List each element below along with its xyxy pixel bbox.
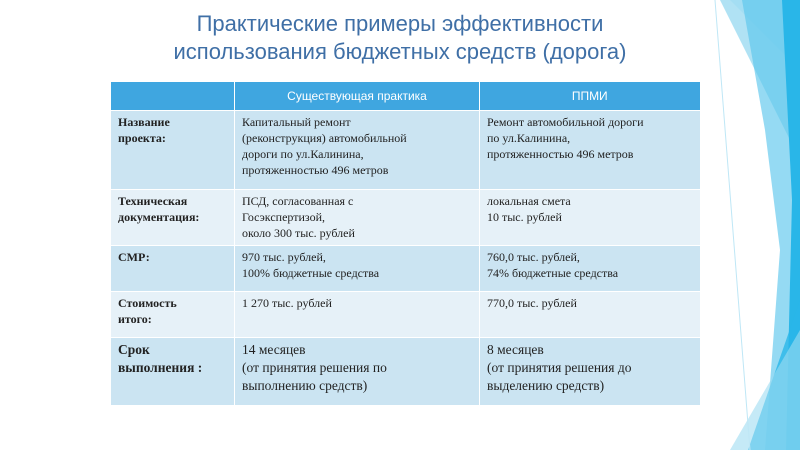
cell-ppmi [480,292,700,338]
cell-line: (от принятия решения до [487,360,632,375]
cell-existing [235,246,480,292]
cell-line: (реконструкция) автомобильной [242,131,407,145]
table-row-project-name [111,111,700,190]
row-label [111,292,235,338]
cell-line: 970 тыс. рублей, [242,250,326,264]
cell-line: около 300 тыс. рублей [242,226,355,240]
table-row-total-cost [111,292,700,338]
table-header-row [111,82,700,111]
cell-line: ПСД, согласованная с [242,194,354,208]
header-ppmi: ППМИ [480,82,700,111]
cell-line: 8 месяцев [487,342,544,357]
cell-line: дороги по ул.Калинина, [242,147,364,161]
header-empty [111,82,235,111]
cell-line: 74% бюджетные средства [487,266,619,280]
row-label-line: Срок [118,342,150,357]
cell-ppmi [480,338,700,406]
cell-line: Капитальный ремонт [242,115,351,129]
cell-line: 770,0 тыс. рублей [487,296,577,310]
cell-line: протяженностью 496 метров [242,163,389,177]
slide-title-line2: использования бюджетных средств (дорога) [173,39,627,64]
cell-ppmi [480,111,700,190]
cell-existing [235,338,480,406]
table-row-duration [111,338,700,406]
cell-existing [235,292,480,338]
row-label-line: Техническая [118,194,188,208]
cell-line: по ул.Калинина, [487,131,571,145]
cell-line: протяженностью 496 метров [487,147,634,161]
cell-line: Ремонт автомобильной дороги [487,115,644,129]
row-label-line: выполнения : [118,360,203,375]
cell-line: (от принятия решения по [242,360,387,375]
cell-existing [235,190,480,246]
row-label [111,338,235,406]
cell-ppmi [480,246,700,292]
deco-shape-bottom-light [730,330,800,450]
row-label-line: итого: [118,312,152,326]
cell-line: 14 месяцев [242,342,306,357]
cell-line: 100% бюджетные средства [242,266,380,280]
row-label [111,246,235,292]
cell-existing [235,111,480,190]
cell-ppmi [480,190,700,246]
row-label [111,190,235,246]
cell-line: 760,0 тыс. рублей, [487,250,580,264]
cell-line: 1 270 тыс. рублей [242,296,332,310]
table-row-smr [111,246,700,292]
slide-title [120,10,680,66]
cell-line: локальная смета [487,194,571,208]
header-existing-practice: Существующая практика [235,82,480,111]
row-label [111,111,235,190]
row-label-line: проекта: [118,131,166,145]
cell-line: Госэкспертизой, [242,210,326,224]
row-label-line: Стоимость [118,296,177,310]
slide-title-line1: Практические примеры эффективности [196,11,604,36]
row-label-line: СМР: [118,250,150,264]
comparison-table [110,82,700,405]
deco-line [715,0,750,450]
cell-line: 10 тыс. рублей [487,210,562,224]
row-label-line: документация: [118,210,200,224]
row-label-line: Название [118,115,170,129]
cell-line: выделению средств) [487,378,605,393]
table-row-documentation [111,190,700,246]
cell-line: выполнению средств) [242,378,368,393]
